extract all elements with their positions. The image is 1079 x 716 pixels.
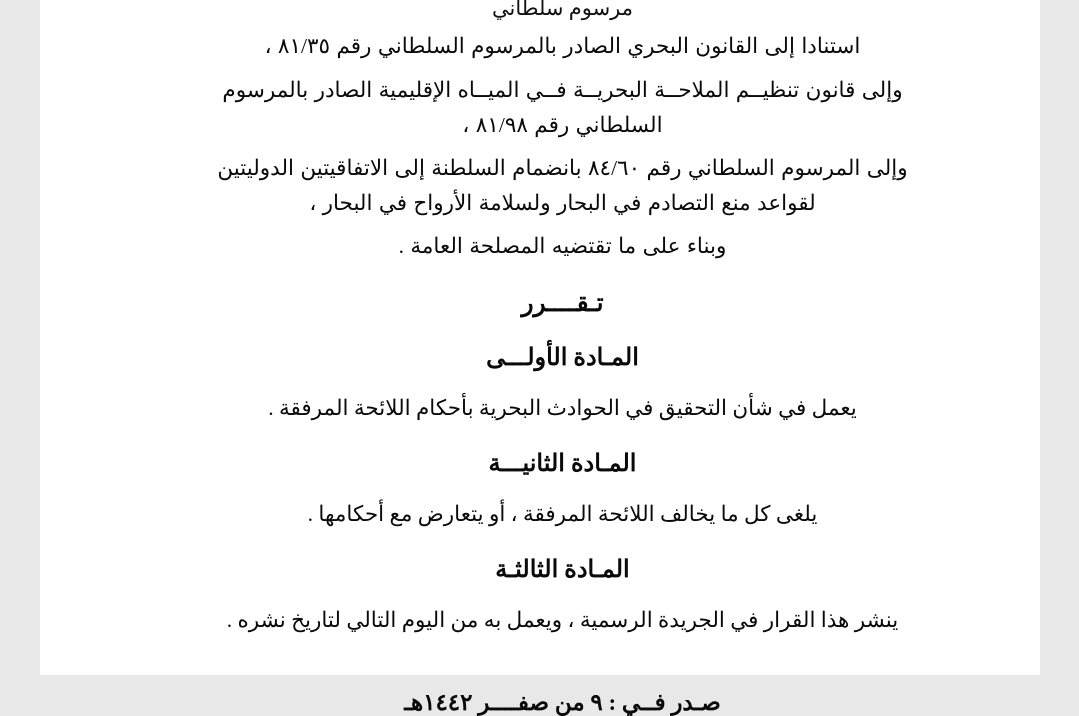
document-content — [190, 0, 935, 716]
preamble-paragraph-4: وبناء على ما تقتضيه المصلحة العامة . — [398, 234, 727, 259]
article-heading-3: المـادة الثالثـة — [495, 557, 630, 584]
preamble-paragraph-1: استنادا إلى القانون البحري الصادر بالمرسوم السلطاني رقم ٨١/٣٥ ، — [264, 34, 861, 58]
clipped-header-line: مرسوم سلطاني — [491, 0, 634, 20]
document-page — [40, 0, 1040, 715]
article-text-2: يلغى كل ما يخالف اللائحة المرفقة ، أو يتعارض مع أحكامها . — [307, 502, 818, 527]
preamble-paragraph-2: وإلى قانون تنظيــم الملاحــة البحريــة فــي الميــاه الإقليمية الصادر بالمرسوم السلطاني رقم ٨١/٩٨ ، — [222, 77, 903, 137]
decree-verb: تـقــــرر — [521, 289, 604, 317]
article-text-1: يعمل في شأن التحقيق في الحوادث البحرية بأحكام اللائحة المرفقة . — [268, 395, 857, 420]
issue-date-line: صـدر فــي : ٩ من صفــــر ١٤٤٢هـ — [404, 689, 721, 715]
preamble-paragraph-3: وإلى المرسوم السلطاني رقم ٨٤/٦٠ بانضمام السلطنة إلى الاتفاقيتين الدوليتين لقواعد منع التصادم في البحار ولسلامة الأرواح في البحار ، — [217, 156, 908, 216]
article-heading-1: المـادة الأولـــى — [486, 344, 639, 371]
article-heading-2: المـادة الثانيـــة — [488, 451, 637, 478]
article-text-3: ينشر هذا القرار في الجريدة الرسمية ، ويعمل به من اليوم التالي لتاريخ نشره . — [226, 608, 899, 633]
